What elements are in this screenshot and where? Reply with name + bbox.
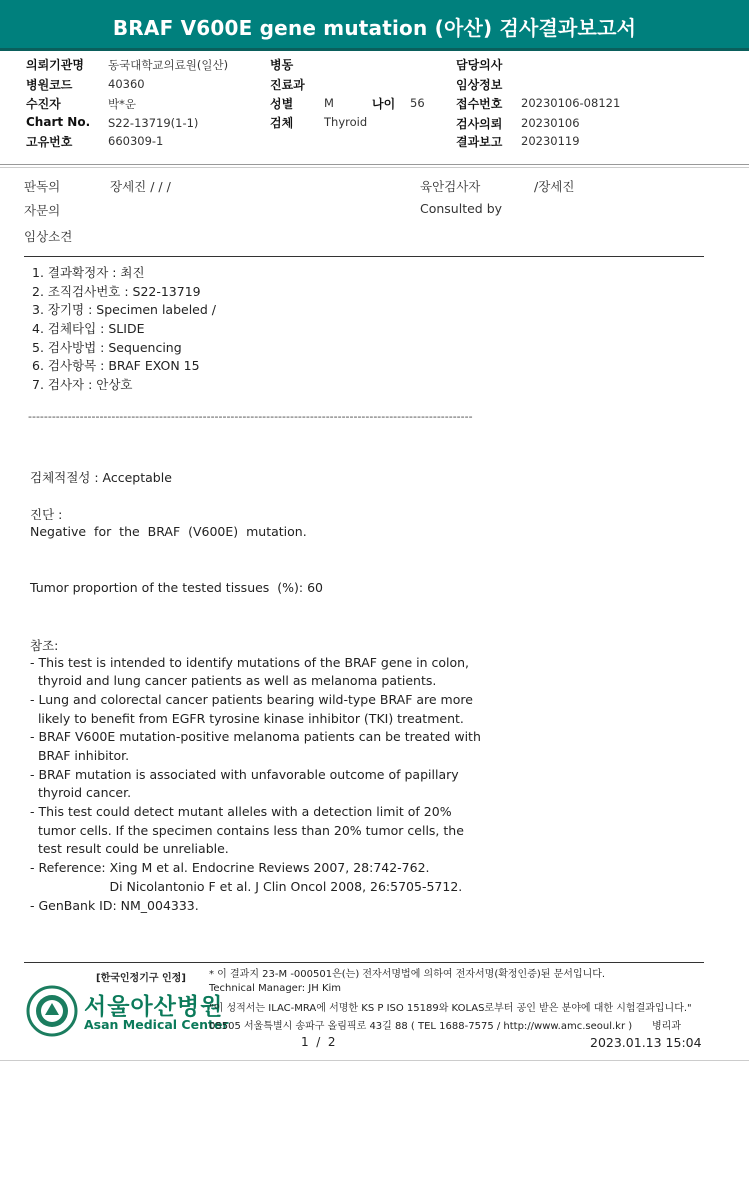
label-requesting-institution: 의뢰기관명 <box>26 58 84 72</box>
value-requesting-institution: 동국대학교의료원(일산) <box>108 58 229 72</box>
list-item: BRAF inhibitor. <box>30 748 130 763</box>
value-sex: M <box>324 96 334 110</box>
list-item: 1. 결과확정자 : 최진 <box>32 265 145 280</box>
reference-label: 참조: <box>30 638 59 653</box>
label-clinical-info: 임상정보 <box>456 78 503 92</box>
divider <box>0 1060 749 1061</box>
list-item: test result could be unreliable. <box>30 841 229 856</box>
list-item: - This test is intended to identify mutations of the BRAF gene in colon, <box>30 655 470 670</box>
technical-manager: Technical Manager: JH Kim <box>209 983 342 994</box>
list-item: - Reference: Xing M et al. Endocrine Reviews 2007, 28:742-762. <box>30 860 430 875</box>
hospital-name-korean: 서울아산병원 <box>84 994 224 1020</box>
e-signature-note: * 이 결과지 23-M -000501은(는) 전자서명법에 의하여 전자서명(확정인증)된 문서입니다. <box>209 969 606 980</box>
page-number: 1 / 2 <box>301 1035 336 1049</box>
list-item: 4. 검체타입 : SLIDE <box>32 321 145 336</box>
label-report-date: 결과보고 <box>456 135 503 149</box>
value-patient: 박*운 <box>108 97 136 111</box>
list-item: thyroid cancer. <box>30 785 132 800</box>
value-accession-no: 20230106-08121 <box>521 96 621 110</box>
value-request-date: 20230106 <box>521 116 580 130</box>
diagnosis-text: Negative for the BRAF (V600E) mutation. <box>30 524 307 539</box>
list-item: - This test could detect mutant alleles with a detection limit of 20% <box>30 804 452 819</box>
list-item: 6. 검사항목 : BRAF EXON 15 <box>32 358 200 373</box>
label-chart-no: Chart No. <box>26 115 91 129</box>
consulted-by-label: Consulted by <box>420 201 503 216</box>
divider <box>24 256 704 257</box>
accreditation-statement: "이 성적서는 ILAC-MRA에 서명한 KS P ISO 15189와 KOLAS로부터 공인 받은 분야에 대한 시험결과입니다." <box>209 1003 692 1014</box>
reader-value: 장세진 / / / <box>110 179 171 194</box>
list-item: Di Nicolantonio F et al. J Clin Oncol 2008, 26:5705-5712. <box>30 879 463 894</box>
accreditation-label: [한국인정기구 인정] <box>96 973 186 984</box>
list-item: likely to benefit from EGFR tyrosine kinase inhibitor (TKI) treatment. <box>30 711 464 726</box>
hospital-name-english: Asan Medical Center <box>84 1017 229 1032</box>
list-item: - GenBank ID: NM_004333. <box>30 898 199 913</box>
hospital-address: 05505 서울특별시 송파구 올림픽로 43길 88 ( TEL 1688-7575 / http://www.amc.seoul.kr ) <box>209 1021 633 1032</box>
list-item: 2. 조직검사번호 : S22-13719 <box>32 284 201 299</box>
divider <box>0 167 749 168</box>
list-item: - BRAF V600E mutation-positive melanoma patients can be treated with <box>30 729 481 744</box>
value-hospital-code: 40360 <box>108 77 145 91</box>
diagnosis-label: 진단 : <box>30 507 63 522</box>
dashed-separator: ---------------------------------------------------------------------------------------------------------------- <box>28 410 473 423</box>
report-title: BRAF V600E gene mutation (아산) 검사결과보고서 <box>112 16 637 40</box>
label-ward: 병동 <box>270 58 294 72</box>
value-chart-no: S22-13719(1-1) <box>108 116 199 130</box>
divider <box>24 962 704 963</box>
label-department: 진료과 <box>270 78 305 92</box>
label-request-date: 검사의뢰 <box>456 117 503 131</box>
tumor-proportion: Tumor proportion of the tested tissues (%): 60 <box>30 580 323 595</box>
value-unique-no: 660309-1 <box>108 134 164 148</box>
department: 병리과 <box>652 1021 681 1032</box>
consultant-label: 자문의 <box>24 203 61 218</box>
label-patient: 수진자 <box>26 97 61 111</box>
label-doctor: 담당의사 <box>456 58 503 72</box>
divider <box>0 164 749 165</box>
label-accession-no: 접수번호 <box>456 97 503 111</box>
value-age: 56 <box>410 96 425 110</box>
value-specimen: Thyroid <box>324 115 368 129</box>
reader-label: 판독의 <box>24 179 61 194</box>
print-datetime: 2023.01.13 15:04 <box>590 1035 702 1050</box>
label-age: 나이 <box>372 97 396 111</box>
specimen-adequacy: 검체적절성 : Acceptable <box>30 470 172 485</box>
gross-examiner-label: 육안검사자 <box>420 179 481 194</box>
list-item: tumor cells. If the specimen contains less than 20% tumor cells, the <box>30 823 464 838</box>
label-unique-no: 고유번호 <box>26 135 73 149</box>
gross-examiner-value: /장세진 <box>534 179 575 194</box>
list-item: thyroid and lung cancer patients as well as melanoma patients. <box>30 673 437 688</box>
asan-foundation-seal-icon <box>26 985 78 1037</box>
list-item: 7. 검사자 : 안상호 <box>32 377 133 392</box>
clinical-findings-label: 임상소견 <box>24 229 73 244</box>
label-specimen: 검체 <box>270 116 294 130</box>
list-item: 5. 검사방법 : Sequencing <box>32 340 182 355</box>
value-report-date: 20230119 <box>521 134 580 148</box>
label-sex: 성별 <box>270 97 294 111</box>
list-item: 3. 장기명 : Specimen labeled / <box>32 302 216 317</box>
label-hospital-code: 병원코드 <box>26 78 73 92</box>
list-item: - BRAF mutation is associated with unfavorable outcome of papillary <box>30 767 459 782</box>
list-item: - Lung and colorectal cancer patients bearing wild-type BRAF are more <box>30 692 473 707</box>
